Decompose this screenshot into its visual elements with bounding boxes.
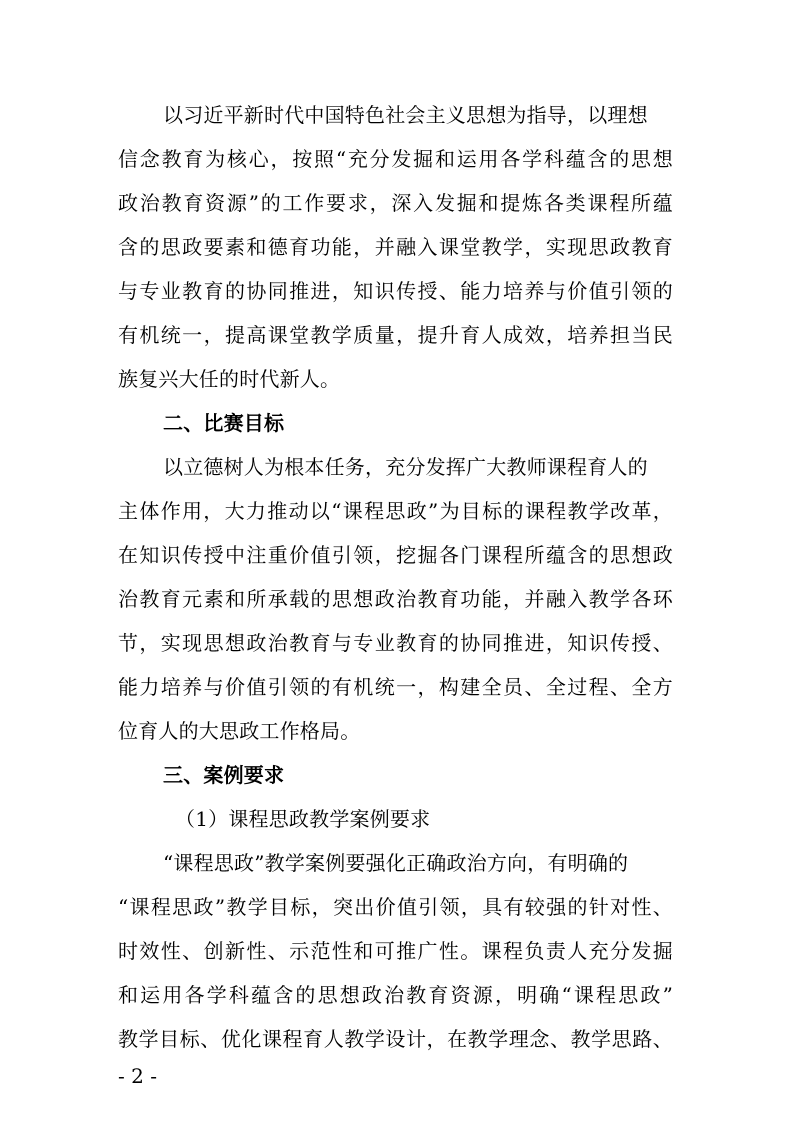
paragraph-line: 位育人的大思政工作格局。 — [118, 719, 361, 743]
paragraph-line: 信念教育为核心，按照“充分发掘和运用各学科蕴含的思想 — [118, 147, 673, 171]
subsection-heading: （1）课程思政教学案例要求 — [175, 807, 431, 831]
paragraph-line: 有机统一，提高课堂教学质量，提升育人成效，培养担当民 — [118, 323, 673, 347]
paragraph-line: 以立德树人为根本任务，充分发挥广大教师课程育人的 — [163, 455, 648, 479]
paragraph-line: 含的思政要素和德育功能，并融入课堂教学，实现思政教育 — [118, 235, 673, 259]
section-heading: 二、比赛目标 — [163, 411, 285, 435]
paragraph-line: 和运用各学科蕴含的思想政治教育资源，明确“课程思政” — [118, 983, 673, 1007]
paragraph-line: 时效性、创新性、示范性和可推广性。课程负责人充分发掘 — [118, 939, 673, 963]
paragraph-line: 在知识传授中注重价值引领，挖掘各门课程所蕴含的思想政 — [118, 543, 673, 567]
paragraph-line: “课程思政”教学目标，突出价值引领，具有较强的针对性、 — [118, 895, 673, 919]
paragraph-line: “课程思政”教学案例要强化正确政治方向，有明确的 — [163, 851, 629, 875]
paragraph-line: 族复兴大任的时代新人。 — [118, 367, 341, 391]
paragraph-line: 节，实现思想政治教育与专业教育的协同推进，知识传授、 — [118, 631, 673, 655]
paragraph-line: 教学目标、优化课程育人教学设计，在教学理念、教学思路、 — [118, 1027, 673, 1051]
paragraph-line: 能力培养与价值引领的有机统一，构建全员、全过程、全方 — [118, 675, 673, 699]
section-heading: 三、案例要求 — [163, 763, 285, 787]
page-number: - 2 - — [118, 1064, 157, 1088]
paragraph-line: 主体作用，大力推动以“课程思政”为目标的课程教学改革， — [118, 499, 673, 523]
paragraph-line: 治教育元素和所承载的思想政治教育功能，并融入教学各环 — [118, 587, 673, 611]
paragraph-line: 与专业教育的协同推进，知识传授、能力培养与价值引领的 — [118, 279, 673, 303]
paragraph-line: 政治教育资源”的工作要求，深入发掘和提炼各类课程所蕴 — [118, 191, 673, 215]
paragraph-line: 以习近平新时代中国特色社会主义思想为指导，以理想 — [163, 103, 648, 127]
